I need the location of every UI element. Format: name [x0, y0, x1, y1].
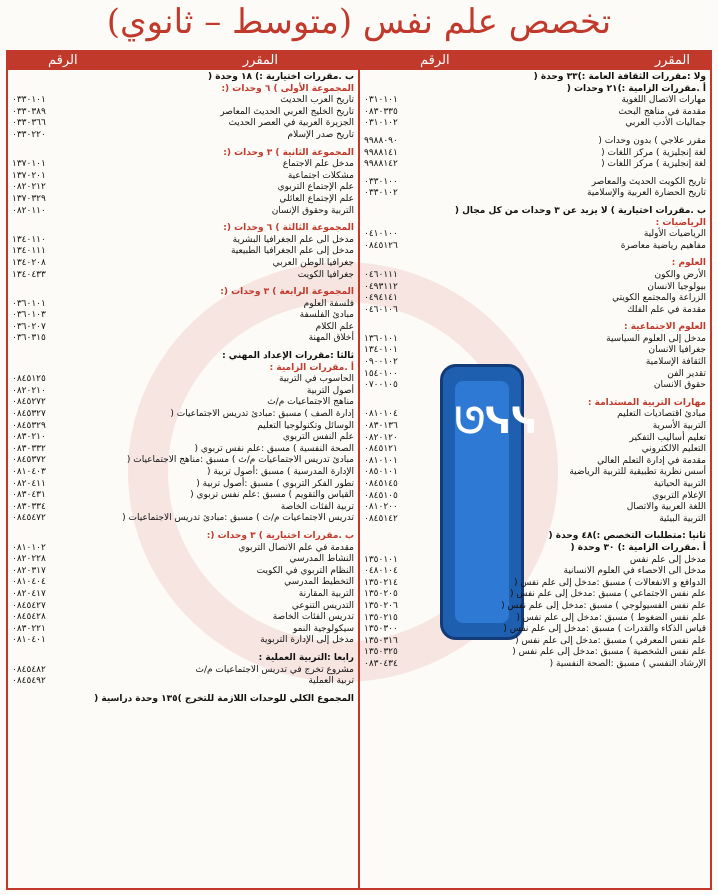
course-code: ١٣٥٠٣٢٥	[364, 647, 398, 658]
course-row	[12, 676, 354, 688]
course-row	[12, 444, 354, 456]
course-row	[364, 421, 706, 433]
heading-text: ب .مقررات اختيارية :) ١٨ وحدة (	[208, 72, 354, 82]
course-name: علم نفس الشخصية ) مسبق :مدخل إلى علم نفس (	[512, 647, 706, 658]
course-row	[364, 479, 706, 491]
course-name: مدخل إلى علم نفس	[629, 554, 706, 565]
course-name: علم نفس الفسيولوجي ) مسبق :مدخل إلى علم نفس (	[501, 600, 706, 611]
course-row	[12, 107, 354, 119]
course-code: ٠٩٠٠١٠٢	[364, 357, 398, 368]
course-name: مشكلات اجتماعية	[287, 170, 354, 181]
course-name: الدوافع و الانفعالات ) مسبق :مدخل إلى علم نفس (	[513, 577, 706, 588]
course-code: ٠٧٠٠١٠٥	[364, 380, 398, 391]
course-name: القياس والتقويم ) مسبق :علم نفس تربوي (	[190, 490, 354, 501]
course-name: أخلاق المهنة	[308, 333, 354, 344]
column-divider	[358, 52, 360, 888]
course-row	[364, 345, 706, 357]
course-name: بيولوجيا الانسان	[647, 281, 706, 292]
heading-text: المجموعة الرابعة ) ٣ وحدات (:	[220, 287, 354, 298]
course-name: إدارة الصف ) مسبق :مبادئ تدريس الاجتماعيات (	[170, 409, 354, 420]
course-code: ١٣٥٠٢١٥	[364, 612, 398, 623]
course-code: ٠٨٤٥٤٧٢	[12, 513, 46, 524]
course-row	[364, 380, 706, 392]
course-name: أسس نظرية تطبيقية للتربية الرياضية	[569, 467, 706, 478]
section-heading	[364, 531, 706, 543]
course-code: ٠٨٢٠٤١١	[12, 478, 46, 489]
course-row	[364, 188, 706, 200]
course-name: مدخل إلى الإدارة التربوية	[260, 635, 354, 646]
right-column	[364, 72, 706, 886]
course-row	[364, 502, 706, 514]
course-row	[12, 171, 354, 183]
course-name: مقدمة في مناهج البحث	[618, 106, 706, 117]
course-name: التربية الأسرية	[652, 421, 706, 432]
right-header-course: المقرر	[654, 53, 690, 68]
course-code: ٠٤٦٠١٠٦	[364, 304, 398, 315]
course-code: ٠٨٣٠٤٣٤	[364, 658, 398, 669]
course-name: تربية الفئات الخاصة	[280, 501, 354, 512]
course-code: ١٣٧٠٣٢٩	[12, 193, 46, 204]
course-row	[12, 322, 354, 334]
course-row	[364, 334, 706, 346]
course-code: ١٣٥٠١٠١	[364, 554, 398, 565]
course-row	[364, 282, 706, 294]
section-heading	[12, 653, 354, 665]
section-heading	[364, 543, 706, 555]
course-row	[12, 665, 354, 677]
course-code: ٠٣٦٠١٠٣	[12, 310, 46, 321]
course-row	[12, 310, 354, 322]
section-heading	[12, 351, 354, 363]
course-name: مناهج الاجتماعيات م/ث	[267, 397, 354, 408]
course-code: ٠٨٢٠٢٢٨	[12, 554, 46, 565]
course-code: ١٣٥٠٣٠٠	[364, 624, 398, 635]
section-heading	[12, 72, 354, 84]
course-code: ٠٨١٠٤٠١	[12, 635, 46, 646]
course-code: ٩٩٨٨١٤٢	[364, 159, 398, 170]
course-row	[364, 589, 706, 601]
course-name: تقدير الفن	[667, 368, 706, 379]
course-code: ٠٣١٠١٠٢	[364, 118, 398, 129]
heading-text: مهارات التربية المستدامة :	[587, 397, 706, 408]
course-row	[364, 514, 706, 526]
course-name: مبادئ الفلسفة	[299, 310, 354, 321]
course-name: علم الإجتماع العائلي	[279, 193, 354, 204]
course-name: علم نفس المعرفي ) مسبق :مدخل إلى علم نفس (	[515, 635, 706, 646]
course-code: ١٣٥٠٢١٤	[364, 577, 398, 588]
course-code: ٠٣٦٠٣١٥	[12, 333, 46, 344]
course-row	[12, 270, 354, 282]
course-name: التربية المقارنة	[298, 588, 354, 599]
course-row	[364, 293, 706, 305]
course-name: قياس الذكاء والقدرات ) مسبق :مدخل إلى علم نفس (	[503, 624, 706, 635]
course-row	[364, 467, 706, 479]
course-code: ٠٣٦٠١٠١	[12, 298, 46, 309]
course-row	[12, 467, 354, 479]
course-name: تاريخ الكويت الحديث والمعاصر	[591, 176, 706, 187]
course-row	[12, 543, 354, 555]
course-code: ٠٤٩٣١١٢	[364, 281, 398, 292]
course-code: ٠٣٣٠٣٦٦	[12, 118, 46, 129]
course-code: ١٣٤٠١٠١	[364, 345, 398, 356]
course-row	[364, 136, 706, 148]
course-row	[364, 118, 706, 130]
section-heading	[364, 398, 706, 410]
course-name: سيكولوجية النمو	[292, 623, 354, 634]
course-name: مدخل إلى العلوم السياسية	[606, 333, 706, 344]
course-code: ٠٣٣٠٢٢٠	[12, 129, 46, 140]
course-name: جغرافيا الانسان	[648, 345, 706, 356]
course-name: أصول التربية	[306, 385, 354, 396]
course-code: ٠٨٢٠١٢٠	[364, 432, 398, 443]
section-heading	[12, 531, 354, 543]
course-row	[364, 95, 706, 107]
course-code: ١٣٧٠٢٠١	[12, 170, 46, 181]
course-code: ٠٨٢٠٢١٢	[12, 182, 46, 193]
course-row	[12, 299, 354, 311]
section-heading	[12, 223, 354, 235]
course-name: النظام التربوي في الكويت	[256, 565, 354, 576]
course-name: الوسائل وتكنولوجيا التعليم	[257, 420, 354, 431]
course-row	[364, 601, 706, 613]
heading-text: أ .مقررات الزامية :	[269, 362, 354, 373]
left-header	[8, 52, 358, 70]
course-name: جغرافيا الوطن العربي	[272, 257, 354, 268]
course-name: الجزيرة العربية في العصر الحديث	[228, 118, 354, 129]
course-code: ٠٨٤٥١٠٥	[364, 490, 398, 501]
course-code: ٠٤٦٠١١١	[364, 269, 398, 280]
course-name: مقدمة في إدارة التعلم العالي	[597, 455, 706, 466]
course-code: ٠٨٤٥١٢٥	[12, 374, 46, 385]
heading-text: أ .مقررات الزامية :)٢١ وحدات (	[566, 83, 706, 94]
course-name: تطور الفكر التربوي ) مسبق :أصول تربية (	[196, 478, 354, 489]
heading-text: العلوم الاجتماعية :	[624, 322, 706, 333]
course-row	[12, 502, 354, 514]
course-name: الزراعة والمجتمع الكويتي	[612, 293, 706, 304]
course-code: ٠٣٣٠٣٨٩	[12, 106, 46, 117]
course-row	[12, 421, 354, 433]
course-name: الإعلام التربوي	[652, 490, 706, 501]
course-row	[364, 159, 706, 171]
right-header-number: الرقم	[420, 53, 450, 68]
course-row	[12, 612, 354, 624]
course-code: ١٣٤٠٤٣٣	[12, 269, 46, 280]
course-name: تدريس الفئات الخاصة	[272, 612, 354, 623]
course-name: لغة إنجليزية ) مركز اللغات (	[601, 147, 706, 158]
course-row	[12, 409, 354, 421]
course-row	[12, 374, 354, 386]
course-code: ٠٣٣٠١٠٠	[364, 176, 398, 187]
course-name: جماليات الأدب العربي	[625, 118, 706, 129]
course-code: ٠٨٤٥٣٧٢	[12, 455, 46, 466]
course-name: مدخل الى الاحصاء في العلوم الانسانية	[563, 566, 706, 577]
course-row	[12, 95, 354, 107]
course-code: ٠٨١٠٢٠٠	[364, 502, 398, 513]
heading-text: ب .مقررات اختيارية ) ٣ وحدات (:	[206, 530, 354, 541]
course-name: التعليم الالكتروني	[641, 444, 706, 455]
course-row	[12, 118, 354, 130]
course-name: الرياضيات الأولية	[643, 229, 706, 240]
course-name: الإدارة المدرسية ) مسبق :أصول تربية (	[207, 467, 354, 477]
course-name: النشاط المدرسي	[289, 554, 354, 565]
course-name: مبادئ اقتصاديات التعليم	[617, 409, 706, 420]
course-row	[364, 177, 706, 189]
course-row	[364, 409, 706, 421]
heading-text: رابعا :التربية العملية :	[258, 652, 354, 663]
course-row	[12, 246, 354, 258]
course-name: فلسفة العلوم	[303, 298, 354, 309]
course-name: علم نفس الضغوط ) مسبق :مدخل إلى علم نفس (	[516, 612, 706, 623]
course-name: تربية العملية	[308, 676, 354, 687]
course-code: ٠٨٣٠٣٣٢	[12, 443, 46, 454]
course-code: ٠٨١٠٤٠٣	[12, 467, 46, 477]
course-code: ١٥٤٠١٠٠	[364, 368, 398, 379]
left-header-course: المقرر	[242, 53, 278, 68]
total-units	[12, 694, 354, 706]
course-code: ٠٨٣٠٣٣٥	[364, 106, 398, 117]
course-name: مدخل إلى علم الجغرافيا الطبيعية	[230, 246, 354, 257]
course-code: ١٣٤٠١١١	[12, 246, 46, 257]
course-code: ٩٩٨٨١٤١	[364, 147, 398, 158]
course-name: التدريس التنوعي	[291, 600, 354, 611]
course-code: ٠٨٤٥٢٧٢	[12, 397, 46, 408]
course-code: ١٣٦٠١٠١	[364, 333, 398, 344]
course-name: مفاهيم رياضية معاصرة	[620, 240, 706, 251]
course-code: ١٣٤٠١١٠	[12, 234, 46, 245]
course-code: ٠٤٨٠١٠٤	[364, 566, 398, 577]
course-code: ٩٩٨٨٠٩٠	[364, 135, 398, 146]
course-code: ٠٤١٠١٠٠	[364, 229, 398, 240]
course-row	[12, 490, 354, 502]
course-name: علم الكلام	[315, 321, 354, 332]
course-code: ٠٨٤٥١٤٥	[364, 479, 398, 489]
course-row	[12, 513, 354, 525]
course-code: ١٣٧٠١٠١	[12, 159, 46, 170]
heading-text: أ .مقررات الزامية :) ٣٠ وحدة (	[570, 542, 706, 553]
course-row	[364, 555, 706, 567]
section-heading	[364, 322, 706, 334]
left-header-number: الرقم	[48, 53, 78, 68]
course-row	[12, 589, 354, 601]
course-row	[12, 182, 354, 194]
course-row	[12, 624, 354, 636]
course-code: ٠٨٣٠١٣٦	[364, 421, 398, 432]
course-code: ٠٨٤٥٣٢٧	[12, 409, 46, 420]
course-name: مبادئ تدريس الاجتماعيات م/ث ) مسبق :مناهج الاجتماعيات (	[126, 455, 354, 466]
course-row	[12, 258, 354, 270]
course-code: ٠٨٣٠٤٣١	[12, 490, 46, 501]
course-name: التخطيط المدرسي	[284, 577, 354, 588]
course-row	[364, 647, 706, 659]
course-code: ٠٨١٠١٠٢	[12, 542, 46, 553]
course-name: لغة إنجليزية ) مركز اللغات (	[601, 159, 706, 170]
course-name: علم النفس التربوي	[282, 432, 354, 443]
course-name: تدريس الاجتماعيات م/ث ) مسبق :مبادئ تدريس الاجتماعيات (	[122, 513, 354, 524]
course-row	[364, 444, 706, 456]
course-code: ٠٣٣٠١٠٢	[364, 188, 398, 199]
course-code: ٠٣١٠١٠١	[364, 95, 398, 106]
course-code: ١٣٥٠٣١٦	[364, 635, 398, 646]
course-code: ٠٨٤٥١٤٢	[364, 513, 398, 524]
course-code: ٠٨٢٠٤١٧	[12, 588, 46, 599]
course-name: تاريخ الخليج العربي الحديث المعاصر	[220, 106, 354, 117]
course-row	[364, 578, 706, 590]
heading-text: ثالثا :مقررات الإعداد المهني :	[222, 351, 354, 362]
course-row	[364, 636, 706, 648]
course-row	[364, 624, 706, 636]
course-row	[364, 229, 706, 241]
heading-text: المجموعة الثالثة ) ٦ وحدات (:	[223, 223, 354, 234]
course-row	[364, 491, 706, 503]
course-code: ١٣٥٠٢٠٦	[364, 600, 398, 611]
course-name: اللغة العربية والاتصال	[626, 502, 706, 513]
course-code: ٠٨٤٥١٢١	[364, 444, 398, 455]
course-name: مقدمة في علم الفلك	[627, 304, 706, 315]
course-row	[364, 659, 706, 671]
heading-text: ولا :مقررات الثقافة العامة :)٣٣ وحدة (	[533, 72, 706, 82]
course-name: مقرر علاجي ) بدون وحدات (	[598, 135, 706, 146]
section-heading	[12, 148, 354, 160]
course-code: ٠٣٦٠٢٠٧	[12, 321, 46, 332]
course-row	[12, 130, 354, 142]
course-code: ٠٨٥٠١٠١	[364, 467, 398, 478]
course-name: التربية الحياتية	[653, 479, 706, 489]
section-heading	[12, 287, 354, 299]
course-row	[12, 206, 354, 218]
course-name: علم الإجتماع التربوي	[277, 182, 354, 193]
course-code: ٠٨٣٠٣٣٤	[12, 501, 46, 512]
course-code: ٠٨٤٥٤٢٧	[12, 600, 46, 611]
page-title: تخصص علم نفس (متوسط – ثانوي)	[106, 2, 612, 42]
course-row	[12, 479, 354, 491]
course-code: ٠٨١٠٤٠٤	[12, 577, 46, 588]
course-name: التربية وحقوق الإنسان	[271, 205, 354, 216]
course-code: ٠٨١٠١٠١	[364, 455, 398, 466]
left-column	[12, 72, 354, 886]
course-row	[364, 241, 706, 253]
course-row	[12, 566, 354, 578]
course-name: الثقافة الإسلامية	[645, 357, 706, 368]
section-heading	[364, 206, 706, 218]
course-row	[12, 386, 354, 398]
course-name: مقدمة في علم الاتصال التربوي	[238, 542, 354, 553]
course-name: جغرافيا الكويت	[297, 269, 354, 280]
course-code: ٠٨١٠١٠٤	[364, 409, 398, 420]
course-name: علم نفس الاجتماعي ) مسبق :مدخل إلى علم نفس (	[509, 589, 706, 600]
course-row	[12, 577, 354, 589]
brand-logo-glyph: ᘎᓭᓭ	[455, 401, 538, 442]
section-heading	[364, 84, 706, 96]
course-code: ١٣٥٠٢٠٥	[364, 589, 398, 600]
course-code: ٠٨٢٠٢١٠	[12, 385, 46, 396]
course-code: ٠٤٩٤١٤١	[364, 293, 398, 304]
course-code: ٠٨٤٥٤٢٨	[12, 612, 46, 623]
heading-text: ثانيا :متطلبات التخصص :)٤٨ وحدة (	[548, 531, 706, 542]
course-code: ٠٨٣٠٢٢١	[12, 623, 46, 634]
heading-text: ب .مقررات اختيارية ) لا يزيد عن ٣ وحدات من كل مجال (	[454, 205, 706, 216]
course-name: تاريخ الحضارة العربية والإسلامية	[587, 188, 706, 199]
course-name: الأرض والكون	[654, 269, 706, 280]
course-row	[12, 432, 354, 444]
course-code: ٠٨٤٥١٢٦	[364, 240, 398, 251]
course-name: مشروع تخرج في تدريس الاجتماعيات م/ث	[195, 664, 354, 675]
course-code: ٠٨٤٥٤٩٢	[12, 676, 46, 687]
course-row	[12, 333, 354, 345]
course-code: ٠٨٤٥٣٢٩	[12, 420, 46, 431]
section-heading	[364, 218, 706, 230]
course-row	[12, 601, 354, 613]
course-name: مدخل الى علم الجغرافيا البشرية	[232, 234, 354, 245]
course-row	[364, 107, 706, 119]
course-row	[364, 566, 706, 578]
course-row	[12, 159, 354, 171]
course-row	[364, 357, 706, 369]
course-code: ٠٨٢٠١١٠	[12, 205, 46, 216]
course-code: ٠٣٣٠١٠١	[12, 95, 46, 106]
course-row	[364, 148, 706, 160]
course-name: تعليم أساليب التفكير	[629, 432, 706, 443]
course-row	[364, 305, 706, 317]
course-row	[12, 397, 354, 409]
course-name: تاريخ صدر الإسلام	[287, 129, 354, 140]
course-name: حقوق الانسان	[653, 380, 706, 391]
course-code: ٠٨٢٠٣١٧	[12, 565, 46, 576]
course-row	[364, 270, 706, 282]
section-heading	[12, 84, 354, 96]
heading-text: المجموعة الأولى ) ٦ وحدات (:	[221, 83, 354, 94]
course-row	[12, 235, 354, 247]
course-code: ٠٨٣٠٢١٠	[12, 432, 46, 443]
section-heading	[364, 258, 706, 270]
course-row	[12, 194, 354, 206]
course-row	[12, 554, 354, 566]
section-heading	[12, 363, 354, 375]
course-row	[364, 456, 706, 468]
course-row	[12, 455, 354, 467]
course-row	[364, 433, 706, 445]
heading-text: الرياضيات :	[655, 217, 706, 228]
right-header	[360, 52, 710, 70]
course-name: الحاسوب في التربية	[279, 374, 354, 385]
course-row	[12, 635, 354, 647]
course-code: ١٣٤٠٢٠٨	[12, 257, 46, 268]
course-name: تاريخ العرب الحديث	[280, 95, 354, 106]
course-row	[364, 369, 706, 381]
heading-text: العلوم :	[671, 258, 706, 269]
course-name: مهارات الاتصال اللغوية	[621, 95, 706, 106]
course-code: ٠٨٤٥٤٨٢	[12, 664, 46, 675]
section-heading	[364, 72, 706, 84]
heading-text: المجموع الكلي للوحدات اللازمة للتخرج )١٣٥ وحدة دراسية (	[94, 693, 354, 704]
course-row	[364, 613, 706, 625]
course-name: الإرشاد النفسي ) مسبق :الصحة النفسية (	[549, 658, 706, 669]
course-name: مدخل علم الاجتماع	[282, 159, 354, 170]
course-name: الصحة النفسية ) مسبق :علم نفس تربوي (	[194, 443, 354, 454]
course-name: التربية البيئية	[659, 513, 706, 524]
curriculum-sheet	[6, 50, 712, 890]
heading-text: المجموعة الثانية ) ٣ وحدات (:	[223, 147, 354, 158]
